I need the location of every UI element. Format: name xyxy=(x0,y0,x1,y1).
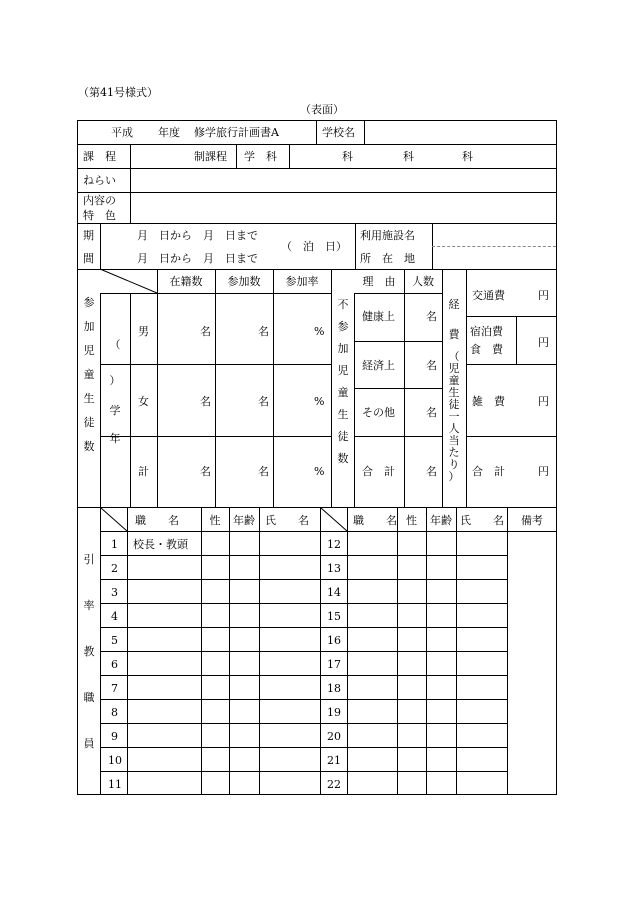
content-label-1: 内容の xyxy=(83,194,116,207)
staff-remarks-header: 備考 xyxy=(521,514,543,527)
total-enrolled-unit: 名 xyxy=(200,465,211,478)
staff-first-position: 校長・教頭 xyxy=(133,538,188,551)
school-name-label: 学校名 xyxy=(322,126,355,139)
staff-sex-header-right: 性 xyxy=(406,514,417,527)
staff-number: 11 xyxy=(108,778,122,791)
cost-lodging-yen: 円 xyxy=(538,336,549,349)
staff-number: 21 xyxy=(327,754,341,767)
cost-misc-yen: 円 xyxy=(538,395,549,408)
reason-health-unit: 名 xyxy=(426,310,437,323)
aim-label: ねらい xyxy=(83,174,116,187)
staff-sex-header-left: 性 xyxy=(209,514,221,527)
cost-transport: 交通費 xyxy=(472,289,505,302)
department-2: 科 xyxy=(403,150,414,163)
facility-label: 利用施設名 xyxy=(360,229,415,242)
staff-number: 1 xyxy=(111,538,118,551)
period-dates-1: 月 日から 月 日まで xyxy=(137,229,258,242)
staff-position-header-left: 職 名 xyxy=(135,514,179,527)
cost-transport-yen: 円 xyxy=(538,289,549,302)
staff-number: 17 xyxy=(327,658,341,671)
total-rate-unit: % xyxy=(314,465,325,478)
grade-label: （ ） 学 年 xyxy=(109,338,121,445)
period-dates-2: 月 日から 月 日まで xyxy=(137,252,258,265)
front-side-label: （表面） xyxy=(300,103,344,116)
staff-number: 7 xyxy=(111,682,118,695)
cost-total-yen: 円 xyxy=(538,465,549,478)
staff-position-header-right: 職 名 xyxy=(353,514,397,527)
staff-number: 4 xyxy=(111,610,118,623)
reason-header: 理 由 xyxy=(362,275,396,288)
reason-health: 健康上 xyxy=(362,310,395,323)
form-number: （第41号様式） xyxy=(78,86,158,99)
period-label-2: 間 xyxy=(83,252,94,265)
participants-header: 参加数 xyxy=(227,275,261,288)
cost-per-student-label: 経 費 （ 児 童 生 徒 一 人 当 た り ） xyxy=(448,298,460,483)
staff-number: 9 xyxy=(111,730,118,743)
staff-number: 10 xyxy=(108,754,122,767)
staff-number: 14 xyxy=(327,586,341,599)
content-label-2: 特 色 xyxy=(83,209,116,222)
rate-header: 参加率 xyxy=(285,275,319,288)
male-participants-unit: 名 xyxy=(258,325,269,338)
reason-economic: 経済上 xyxy=(362,359,395,372)
staff-number: 18 xyxy=(327,682,341,695)
reason-other: その他 xyxy=(362,406,395,419)
period-label-1: 期 xyxy=(83,229,94,242)
reason-total-unit: 名 xyxy=(426,465,437,478)
staff-number: 8 xyxy=(111,706,118,719)
heisei-label: 平成 xyxy=(111,126,133,139)
course-label: 課 程 xyxy=(83,150,116,163)
stay-nights: （ 泊 日） xyxy=(281,240,347,253)
cost-meals: 食 費 xyxy=(470,343,503,356)
reason-other-unit: 名 xyxy=(426,406,437,419)
staff-number: 5 xyxy=(111,634,118,647)
accompanying-staff-label: 引 率 教 職 員 xyxy=(83,553,95,750)
cost-total: 合 計 xyxy=(472,465,505,478)
department-1: 科 xyxy=(342,150,353,163)
male-enrolled-unit: 名 xyxy=(200,325,211,338)
female-enrolled-unit: 名 xyxy=(200,395,211,408)
staff-number: 13 xyxy=(327,562,341,575)
staff-name-header-right: 氏 名 xyxy=(460,514,504,527)
female-rate-unit: % xyxy=(314,395,325,408)
department-3: 科 xyxy=(462,150,473,163)
male-label: 男 xyxy=(138,325,149,338)
staff-number: 2 xyxy=(111,562,118,575)
participating-students-label: 参 加 児 童 生 徒 数 xyxy=(83,296,95,453)
total-participants-unit: 名 xyxy=(258,465,269,478)
department-label: 学 科 xyxy=(244,150,277,163)
fiscal-year-label: 年度 xyxy=(158,126,180,139)
location-label: 所 在 地 xyxy=(360,252,415,265)
staff-number: 19 xyxy=(327,706,341,719)
staff-number: 22 xyxy=(327,778,341,791)
staff-name-header-left: 氏 名 xyxy=(265,514,309,527)
staff-number: 16 xyxy=(327,634,341,647)
male-rate-unit: % xyxy=(314,325,325,338)
cost-misc: 雑 費 xyxy=(472,395,505,408)
staff-number: 12 xyxy=(327,538,341,551)
staff-age-header-right: 年齢 xyxy=(430,514,452,527)
reason-total: 合 計 xyxy=(362,465,395,478)
staff-number: 6 xyxy=(111,658,118,671)
total-label: 計 xyxy=(138,465,149,478)
enrolled-header: 在籍数 xyxy=(169,275,203,288)
staff-age-header-left: 年齢 xyxy=(233,514,255,527)
count-header: 人数 xyxy=(412,275,434,288)
non-participating-label: 不 参 加 児 童 生 徒 数 xyxy=(337,298,349,465)
staff-number: 20 xyxy=(327,730,341,743)
female-participants-unit: 名 xyxy=(258,395,269,408)
staff-number: 3 xyxy=(111,586,118,599)
course-system: 制課程 xyxy=(194,150,227,163)
staff-number: 15 xyxy=(327,610,341,623)
plan-title: 修学旅行計画書A xyxy=(194,126,279,139)
female-label: 女 xyxy=(138,395,149,408)
cost-lodging: 宿泊費 xyxy=(470,325,503,338)
reason-economic-unit: 名 xyxy=(426,359,437,372)
